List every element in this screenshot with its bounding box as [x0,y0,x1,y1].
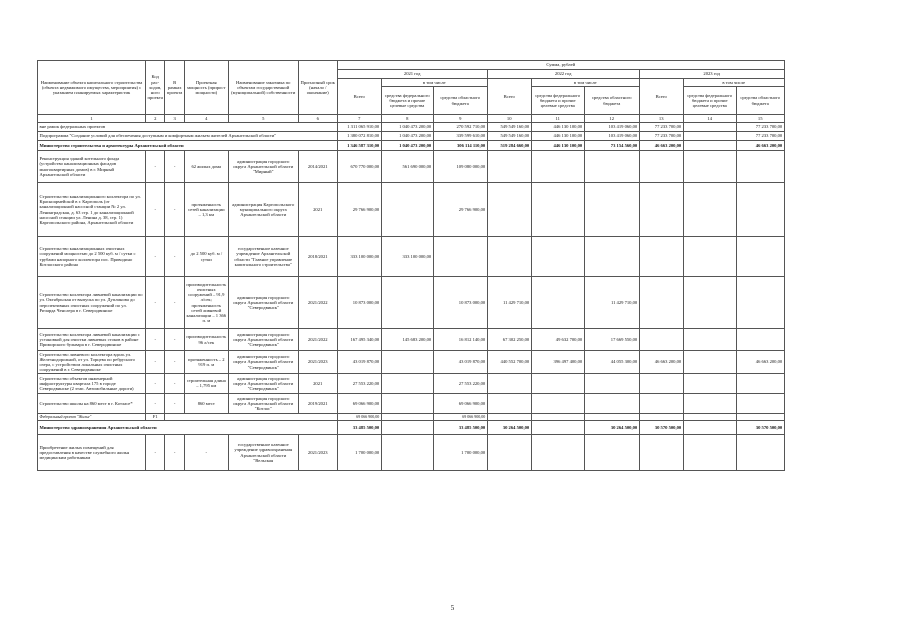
amount-cell [736,373,784,393]
amount-cell: 1 040 473 200,00 [381,141,433,151]
amount-cell [683,237,736,277]
code-cell: - [146,435,165,471]
amount-cell: 30 264 500,00 [487,421,531,435]
column-number: 1 [38,115,146,123]
amount-cell: 11 429 710,00 [487,277,531,329]
column-number: 8 [381,115,433,123]
capacity-cell: производительность 96 л/сек [184,329,228,351]
code-cell: - [146,151,165,183]
dif-cell: - [165,237,184,277]
hdr-total-2021: Всего [337,79,381,115]
amount-cell: 33 485 500,00 [433,421,487,435]
code-cell: - [146,237,165,277]
amount-cell: 73 154 560,00 [584,141,639,151]
capacity-cell: 62 жилых дома [184,151,228,183]
amount-cell: 46 663 200,00 [639,141,683,151]
term-cell: 2014/2021 [298,151,337,183]
amount-cell [531,151,584,183]
row-title: вне рамок федеральных проектов [38,123,338,132]
hdr-2021: 2021 год [337,70,487,79]
customer-cell: администрация городского округа Архангельской области "Северодвинск" [228,373,298,393]
amount-cell [487,183,531,237]
amount-cell: 69 066 900,00 [337,413,381,420]
amount-cell [584,151,639,183]
dif-cell: - [165,329,184,351]
capacity-cell: производительность очистных сооружений – 91,9 л/сек; протяженность сетей ливневой канализации – 1 366 п. м [184,277,228,329]
amount-cell [487,413,531,420]
amount-cell [487,373,531,393]
amount-cell: 519 284 660,00 [487,141,531,151]
amount-cell: 446 130 100,00 [531,141,584,151]
column-number: 13 [639,115,683,123]
amount-cell [736,435,784,471]
amount-cell: 440 552 700,00 [487,351,531,374]
table-cell [165,413,337,420]
amount-cell [736,393,784,413]
code-cell: - [146,183,165,237]
amount-cell: 446 130 100,00 [531,123,584,132]
amount-cell [381,435,433,471]
hdr-incl-2022: в том числе [531,79,639,87]
amount-cell [639,329,683,351]
amount-cell [639,277,683,329]
amount-cell: 49 632 700,00 [531,329,584,351]
table-row [38,413,785,420]
amount-cell [531,277,584,329]
column-number: 9 [433,115,487,123]
table-row [38,151,785,183]
amount-cell [381,351,433,374]
amount-cell [433,237,487,277]
object-name: Строительство школы на 860 мест в г. Котласе* [38,393,146,413]
code-cell: F1 [146,413,165,420]
amount-cell [639,183,683,237]
row-title: Подпрограмма "Создание условий для обеспечения доступным и комфортным жильем жителей Архангельской области" [38,132,338,141]
amount-cell: 270 592 710,00 [433,123,487,132]
amount-cell: 10 873 000,00 [433,277,487,329]
column-number: 2 [146,115,165,123]
amount-cell [584,237,639,277]
amount-cell: 33 485 500,00 [337,421,381,435]
term-cell: 2021/2022 [298,277,337,329]
capacity-cell: протяженность – 2 919 п. м [184,351,228,374]
amount-cell [683,123,736,132]
code-cell: - [146,351,165,374]
hdr-term: Прогнозный срок (начало / окончание) [298,61,337,115]
amount-cell [531,237,584,277]
hdr-incl-2023: в том числе [683,79,784,87]
customer-cell: администрация Каргопольского муниципального округа Архангельской области [228,183,298,237]
code-cell: - [146,393,165,413]
amount-cell: 10 873 000,00 [337,277,381,329]
hdr-power: Проектная мощность (прирост мощности) [184,61,228,115]
term-cell: 2021/2022 [298,329,337,351]
capacity-cell: - [184,435,228,471]
term-cell: 2021/2023 [298,435,337,471]
column-number: 6 [298,115,337,123]
amount-cell [736,277,784,329]
amount-cell: 30 570 500,00 [639,421,683,435]
column-number: 15 [736,115,784,123]
amount-cell [683,329,736,351]
amount-cell: 1 700 000,00 [337,435,381,471]
object-name: Реконструкция зданий котельного фонда (устройство канализационных фасадов многоквартирных домов) в г. Мирный Архангельской области [38,151,146,183]
amount-cell: 69 066 900,00 [433,393,487,413]
table-row [38,123,785,132]
column-number: 11 [531,115,584,123]
amount-cell: 670 770 000,00 [337,151,381,183]
budget-table [37,60,785,471]
capacity-cell: до 2 500 куб. м / сутки [184,237,228,277]
amount-cell [639,373,683,393]
hdr-obl-2021: средства областного бюджета [433,87,487,115]
amount-cell [531,421,584,435]
dif-cell: - [165,393,184,413]
amount-cell: 1 346 587 310,00 [337,141,381,151]
amount-cell: 30 570 500,00 [736,421,784,435]
amount-cell [531,183,584,237]
section-title: Министерство здравоохранения Архангельской области [38,421,338,435]
amount-cell [639,393,683,413]
amount-cell [639,151,683,183]
page-number: 5 [450,604,455,612]
amount-cell: 11 429 710,00 [584,277,639,329]
amount-cell: 29 766 900,00 [337,183,381,237]
hdr-fed-2021: средства федерального бюджета и прочие целевые средства [381,87,433,115]
amount-cell: 16 812 140,00 [433,329,487,351]
object-name: Строительство объектов инженерной инфраструктуры квартала 175 в городе Северодвинске (2 этап. Автомобильные дороги) [38,373,146,393]
amount-cell: 67 302 250,00 [487,329,531,351]
dif-cell: - [165,351,184,374]
amount-cell [381,413,433,420]
amount-cell [736,237,784,277]
table-row [38,393,785,413]
amount-cell [683,435,736,471]
amount-cell [531,435,584,471]
term-cell: 2021 [298,183,337,237]
amount-cell [683,132,736,141]
amount-cell [531,393,584,413]
amount-cell: 43 019 870,00 [433,351,487,374]
amount-cell [683,151,736,183]
term-cell: 2019/2021 [298,393,337,413]
amount-cell: 306 114 110,00 [433,141,487,151]
amount-cell [584,183,639,237]
amount-cell: 1 311 065 910,00 [337,123,381,132]
amount-cell [584,373,639,393]
hdr-rp: В рамках проекта [165,61,184,115]
amount-cell [639,237,683,277]
amount-cell [381,421,433,435]
table-row [38,329,785,351]
amount-cell: 77 233 700,00 [639,123,683,132]
amount-cell: 77 233 700,00 [639,132,683,141]
amount-cell [487,151,531,183]
column-number: 12 [584,115,639,123]
customer-cell: администрация городского округа Архангельской области "Котлас" [228,393,298,413]
amount-cell [736,151,784,183]
table-row [38,237,785,277]
amount-cell: 69 066 900,00 [337,393,381,413]
subproject-title: Федеральный проект "Жилье" [38,413,146,420]
hdr-incl-2021: в том числе [381,79,487,87]
amount-cell: 446 130 100,00 [531,132,584,141]
amount-cell: 17 669 550,00 [584,329,639,351]
hdr-sum: Сумма, рублей [337,61,784,70]
term-cell: 2018/2021 [298,237,337,277]
amount-cell: 549 549 160,00 [487,123,531,132]
dif-cell: - [165,435,184,471]
table-row [38,277,785,329]
amount-cell [639,413,683,420]
hdr-fed-2022: средства федерального бюджета и прочие целевые средства [531,87,584,115]
hdr-total-2023: Всего [639,79,683,115]
amount-cell: 46 663 200,00 [639,351,683,374]
amount-cell [639,435,683,471]
hdr-obl-2023: средства областного бюджета [736,87,784,115]
amount-cell [584,435,639,471]
amount-cell [487,393,531,413]
customer-cell: администрация городского округа Архангельской области "Северодвинск" [228,277,298,329]
hdr-obl-2022: средства областного бюджета [584,87,639,115]
amount-cell [531,413,584,420]
amount-cell [683,183,736,237]
amount-cell [531,373,584,393]
section-row [38,141,785,151]
table-row [38,373,785,393]
amount-cell: 69 066 900,00 [433,413,487,420]
table-row [38,183,785,237]
customer-cell: государственное казенное учреждение Архангельской области "Главное управление капитального строительства" [228,237,298,277]
amount-cell [381,277,433,329]
amount-cell [683,277,736,329]
dif-cell: - [165,277,184,329]
code-cell: - [146,329,165,351]
amount-cell: 43 019 870,00 [337,351,381,374]
amount-cell [736,413,784,420]
capacity-cell: протяженность сетей канализации – 1,3 км [184,183,228,237]
amount-cell: 29 766 900,00 [433,183,487,237]
table-row [38,435,785,471]
hdr-2023: 2023 год [639,70,784,79]
capacity-cell: строительная длина – 1,795 км [184,373,228,393]
amount-cell: 167 495 340,00 [337,329,381,351]
dif-cell: - [165,151,184,183]
amount-cell: 109 080 000,00 [433,151,487,183]
amount-cell: 145 683 200,00 [381,329,433,351]
column-number: 10 [487,115,531,123]
dif-cell: - [165,183,184,237]
customer-cell: государственное казенное учреждение здравоохранения Архангельской области "Вельская [228,435,298,471]
amount-cell: 561 690 000,00 [381,151,433,183]
amount-cell: 103 419 060,00 [584,132,639,141]
amount-cell [683,373,736,393]
amount-cell [381,393,433,413]
amount-cell: 46 663 200,00 [736,351,784,374]
amount-cell: 103 419 060,00 [584,123,639,132]
hdr-fed-2023: средства федерального бюджета и прочие целевые средства [683,87,736,115]
amount-cell: 30 264 500,00 [584,421,639,435]
amount-cell: 339 599 610,00 [433,132,487,141]
column-number: 3 [165,115,184,123]
column-number: 7 [337,115,381,123]
column-number: 5 [228,115,298,123]
amount-cell [736,329,784,351]
amount-cell: 77 233 700,00 [736,123,784,132]
amount-cell [683,413,736,420]
amount-cell: 27 553 220,00 [337,373,381,393]
customer-cell: администрация городского округа Архангельской области "Северодвинск" [228,329,298,351]
customer-cell: администрация городского округа Архангельской области "Мирный" [228,151,298,183]
amount-cell: 1 700 000,00 [433,435,487,471]
amount-cell: 333 100 000,00 [337,237,381,277]
term-cell: 2021 [298,373,337,393]
customer-cell: администрация городского округа Архангельской области "Северодвинск" [228,351,298,374]
amount-cell [381,373,433,393]
hdr-total-2022: Всего [487,79,531,115]
object-name: Строительство ливневого коллектора вдоль ул. Железнодорожной, от ул. Торцева по ребрусного озера, с устройством локальных очистных сооружений в г. Северодвинске [38,351,146,374]
object-name: Строительство коллектора ливневой канализации по ул. Октябрьская от выпуска по ул. Дуплинова до перспективных очистных сооружений по ул. Ричарда Ченслера в г. Северодвинске [38,277,146,329]
amount-cell: 77 233 700,00 [736,132,784,141]
amount-cell [584,413,639,420]
amount-cell: 44 055 300,00 [584,351,639,374]
amount-cell [683,351,736,374]
section-row [38,421,785,435]
amount-cell [683,393,736,413]
column-number: 4 [184,115,228,123]
amount-cell: 396 497 400,00 [531,351,584,374]
amount-cell: 27 553 220,00 [433,373,487,393]
table-row [38,351,785,374]
hdr-name: Наименование объекта капитального строительства (объекта недвижимого имущества, мероприятия) с указанием планируемых характеристик [38,61,146,115]
object-name: Строительство коллектора ливневой канализации с установкой для очистки ливневых стоков в районе Приморского бульвара в г. Северодвинске [38,329,146,351]
object-name: Строительство канализационных очистных сооружений мощностью до 2 500 куб. м / сутки с трубами напорного коллектора пос. Приводино Котласского района [38,237,146,277]
table-row [38,132,785,141]
amount-cell [584,393,639,413]
hdr-kbk: Код рас-ходов, ного проекта [146,61,165,115]
amount-cell: 333 100 000,00 [381,237,433,277]
hdr-customer: Наименование заказчика по объектам государственной (муниципальной) собственности [228,61,298,115]
amount-cell: 1 040 473 200,00 [381,123,433,132]
amount-cell [736,183,784,237]
amount-cell [487,237,531,277]
object-name: Строительство канализационного коллектора по ул. Красноармейской в г. Каргополь (от канализационной насосной станции № 2 ул. Ленинградская, д. 63 стр. 1 до канализационной насосной станции ул. Ленина д. 38, стр. 1) Каргопольского района, Архангельской области [38,183,146,237]
amount-cell: 549 549 160,00 [487,132,531,141]
hdr-2022: 2022 год [487,70,639,79]
column-numbers-row [38,115,785,123]
term-cell: 2021/2023 [298,351,337,374]
amount-cell [487,435,531,471]
code-cell: - [146,373,165,393]
amount-cell [683,141,736,151]
dif-cell: - [165,373,184,393]
capacity-cell: 860 мест [184,393,228,413]
amount-cell: 1 040 473 200,00 [381,132,433,141]
amount-cell: 1 380 072 810,00 [337,132,381,141]
code-cell: - [146,277,165,329]
column-number: 14 [683,115,736,123]
amount-cell: 46 663 200,00 [736,141,784,151]
amount-cell [683,421,736,435]
section-title: Министерство строительства и архитектуры Архангельской области [38,141,338,151]
amount-cell [381,183,433,237]
object-name: Приобретение жилых помещений для предоставления в качестве служебного жилья медицинским работникам [38,435,146,471]
